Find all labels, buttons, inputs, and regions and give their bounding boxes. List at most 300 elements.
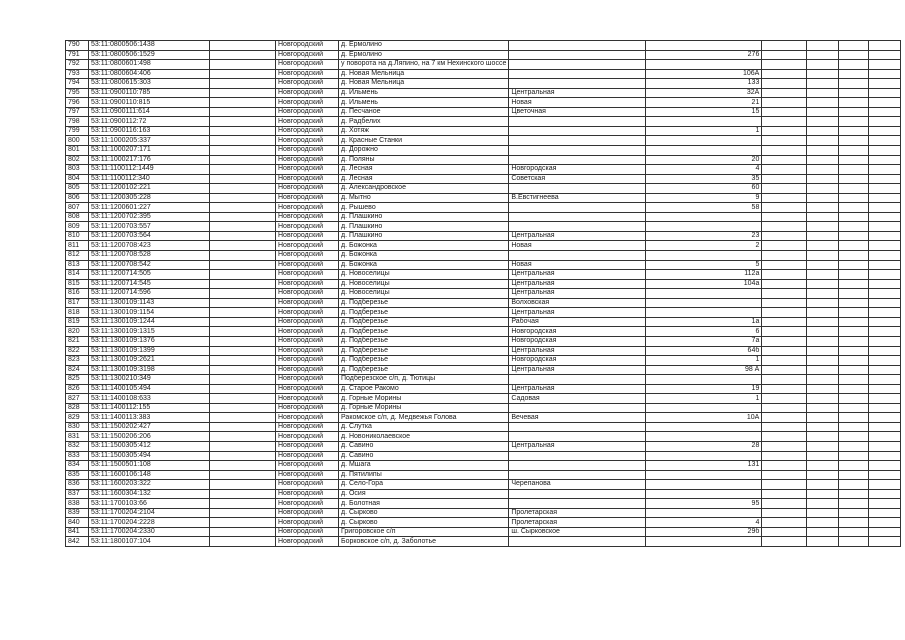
street-name bbox=[509, 79, 646, 89]
empty-cell bbox=[807, 298, 839, 308]
row-number: 831 bbox=[66, 432, 89, 442]
empty-cell bbox=[807, 260, 839, 270]
empty-cell bbox=[839, 356, 869, 366]
empty-cell bbox=[807, 146, 839, 156]
locality-name: д. Лесная bbox=[339, 165, 509, 175]
empty-cell bbox=[869, 136, 901, 146]
street-name: Волховская bbox=[509, 298, 646, 308]
cadastral-number: 53:11:1700204:2228 bbox=[89, 518, 210, 528]
empty-cell bbox=[869, 50, 901, 60]
empty-cell bbox=[869, 279, 901, 289]
row-number: 832 bbox=[66, 441, 89, 451]
table-row bbox=[66, 279, 901, 289]
empty-cell bbox=[839, 375, 869, 385]
cadastral-number: 53:11:0800615:303 bbox=[89, 79, 210, 89]
cadastral-number: 53:11:0800601:498 bbox=[89, 60, 210, 70]
empty-cell bbox=[839, 69, 869, 79]
empty-cell bbox=[762, 270, 807, 280]
empty-cell bbox=[762, 79, 807, 89]
street-name bbox=[509, 375, 646, 385]
empty-cell bbox=[839, 480, 869, 490]
empty-cell bbox=[762, 184, 807, 194]
empty-cell bbox=[839, 155, 869, 165]
empty-cell bbox=[762, 155, 807, 165]
empty-cell bbox=[807, 375, 839, 385]
row-number: 810 bbox=[66, 231, 89, 241]
house-number bbox=[646, 222, 762, 232]
house-number bbox=[646, 489, 762, 499]
row-number: 790 bbox=[66, 41, 89, 51]
empty-cell bbox=[762, 231, 807, 241]
empty-cell bbox=[869, 184, 901, 194]
empty-cell bbox=[807, 60, 839, 70]
table-row bbox=[66, 308, 901, 318]
street-name: Центральная bbox=[509, 231, 646, 241]
table-row bbox=[66, 270, 901, 280]
row-number: 814 bbox=[66, 270, 89, 280]
house-number: 5 bbox=[646, 260, 762, 270]
row-number: 821 bbox=[66, 336, 89, 346]
table-row bbox=[66, 480, 901, 490]
empty-cell bbox=[839, 174, 869, 184]
table-body bbox=[66, 41, 901, 547]
locality-name: д. Плашкино bbox=[339, 212, 509, 222]
district-name: Новгородский bbox=[276, 375, 339, 385]
row-number: 839 bbox=[66, 508, 89, 518]
house-number: 276 bbox=[646, 50, 762, 60]
district-name: Новгородский bbox=[276, 174, 339, 184]
row-number: 797 bbox=[66, 107, 89, 117]
house-number: 60 bbox=[646, 184, 762, 194]
empty-cell bbox=[807, 231, 839, 241]
table-row bbox=[66, 403, 901, 413]
locality-name: д. Горные Морины bbox=[339, 394, 509, 404]
district-name: Новгородский bbox=[276, 222, 339, 232]
empty-cell bbox=[762, 356, 807, 366]
district-name: Новгородский bbox=[276, 69, 339, 79]
blank-column bbox=[210, 69, 276, 79]
empty-cell bbox=[839, 403, 869, 413]
empty-cell bbox=[762, 298, 807, 308]
house-number: 9 bbox=[646, 193, 762, 203]
empty-cell bbox=[762, 41, 807, 51]
cadastral-number: 53:11:0900110:815 bbox=[89, 98, 210, 108]
locality-name: Подберезское с/п, д. Тютицы bbox=[339, 375, 509, 385]
locality-name: д. Новоселицы bbox=[339, 289, 509, 299]
cadastral-number: 53:11:1000217:176 bbox=[89, 155, 210, 165]
empty-cell bbox=[807, 480, 839, 490]
district-name: Новгородский bbox=[276, 241, 339, 251]
locality-name: Ракомское с/п, д. Медвежья Голова bbox=[339, 413, 509, 423]
cadastral-number: 53:11:1200714:505 bbox=[89, 270, 210, 280]
table-row bbox=[66, 88, 901, 98]
table-row bbox=[66, 422, 901, 432]
district-name: Новгородский bbox=[276, 508, 339, 518]
street-name bbox=[509, 60, 646, 70]
street-name: Черепанова bbox=[509, 480, 646, 490]
row-number: 824 bbox=[66, 365, 89, 375]
empty-cell bbox=[762, 336, 807, 346]
locality-name: д. Савино bbox=[339, 451, 509, 461]
table-row bbox=[66, 413, 901, 423]
row-number: 805 bbox=[66, 184, 89, 194]
empty-cell bbox=[839, 461, 869, 471]
empty-cell bbox=[807, 327, 839, 337]
empty-cell bbox=[869, 298, 901, 308]
empty-cell bbox=[869, 41, 901, 51]
district-name: Новгородский bbox=[276, 60, 339, 70]
street-name bbox=[509, 422, 646, 432]
empty-cell bbox=[869, 327, 901, 337]
district-name: Новгородский bbox=[276, 165, 339, 175]
table-row bbox=[66, 394, 901, 404]
house-number: 1а bbox=[646, 317, 762, 327]
house-number bbox=[646, 508, 762, 518]
empty-cell bbox=[807, 499, 839, 509]
district-name: Новгородский bbox=[276, 499, 339, 509]
cadastral-number: 53:11:1500202:427 bbox=[89, 422, 210, 432]
empty-cell bbox=[839, 231, 869, 241]
house-number: 29б bbox=[646, 527, 762, 537]
street-name: Центральная bbox=[509, 279, 646, 289]
empty-cell bbox=[839, 470, 869, 480]
empty-cell bbox=[869, 470, 901, 480]
house-number: 6 bbox=[646, 327, 762, 337]
district-name: Новгородский bbox=[276, 98, 339, 108]
street-name bbox=[509, 470, 646, 480]
empty-cell bbox=[839, 365, 869, 375]
locality-name: д. Дорожно bbox=[339, 146, 509, 156]
empty-cell bbox=[762, 98, 807, 108]
street-name: Вечевая bbox=[509, 413, 646, 423]
registry-sheet bbox=[65, 40, 901, 547]
district-name: Новгородский bbox=[276, 50, 339, 60]
street-name: Центральная bbox=[509, 308, 646, 318]
cadastral-number: 53:11:1700204:2330 bbox=[89, 527, 210, 537]
house-number: 95 bbox=[646, 499, 762, 509]
blank-column bbox=[210, 413, 276, 423]
row-number: 838 bbox=[66, 499, 89, 509]
locality-name: д. Хотяж bbox=[339, 126, 509, 136]
blank-column bbox=[210, 327, 276, 337]
empty-cell bbox=[839, 79, 869, 89]
empty-cell bbox=[839, 222, 869, 232]
empty-cell bbox=[762, 260, 807, 270]
blank-column bbox=[210, 260, 276, 270]
empty-cell bbox=[839, 41, 869, 51]
cadastral-number: 53:11:1500501:108 bbox=[89, 461, 210, 471]
locality-name: д. Подберезье bbox=[339, 336, 509, 346]
table-row bbox=[66, 508, 901, 518]
street-name bbox=[509, 461, 646, 471]
locality-name: д. Мшага bbox=[339, 461, 509, 471]
street-name: Новая bbox=[509, 241, 646, 251]
empty-cell bbox=[839, 422, 869, 432]
district-name: Новгородский bbox=[276, 327, 339, 337]
table-row bbox=[66, 69, 901, 79]
table-row bbox=[66, 136, 901, 146]
house-number: 4 bbox=[646, 518, 762, 528]
empty-cell bbox=[869, 174, 901, 184]
street-name: Центральная bbox=[509, 441, 646, 451]
locality-name: д. Подберезье bbox=[339, 308, 509, 318]
blank-column bbox=[210, 461, 276, 471]
house-number: 104а bbox=[646, 279, 762, 289]
locality-name: д. Сырково bbox=[339, 508, 509, 518]
locality-name: д. Ермолино bbox=[339, 41, 509, 51]
street-name: Центральная bbox=[509, 384, 646, 394]
row-number: 795 bbox=[66, 88, 89, 98]
locality-name: д. Божонка bbox=[339, 251, 509, 261]
cadastral-number: 53:11:1200714:545 bbox=[89, 279, 210, 289]
empty-cell bbox=[869, 346, 901, 356]
locality-name: д. Мытно bbox=[339, 193, 509, 203]
table-row bbox=[66, 489, 901, 499]
empty-cell bbox=[839, 260, 869, 270]
street-name bbox=[509, 146, 646, 156]
locality-name: д. Песчаное bbox=[339, 107, 509, 117]
empty-cell bbox=[839, 193, 869, 203]
empty-cell bbox=[869, 317, 901, 327]
house-number bbox=[646, 470, 762, 480]
district-name: Новгородский bbox=[276, 441, 339, 451]
empty-cell bbox=[839, 251, 869, 261]
cadastral-number: 53:11:1200305:228 bbox=[89, 193, 210, 203]
cadastral-number: 53:11:1000207:171 bbox=[89, 146, 210, 156]
row-number: 792 bbox=[66, 60, 89, 70]
locality-name: д. Ильмень bbox=[339, 88, 509, 98]
district-name: Новгородский bbox=[276, 231, 339, 241]
district-name: Новгородский bbox=[276, 336, 339, 346]
street-name bbox=[509, 222, 646, 232]
empty-cell bbox=[762, 394, 807, 404]
empty-cell bbox=[807, 241, 839, 251]
house-number bbox=[646, 480, 762, 490]
empty-cell bbox=[807, 279, 839, 289]
row-number: 830 bbox=[66, 422, 89, 432]
blank-column bbox=[210, 527, 276, 537]
cadastral-number: 53:11:0900110:785 bbox=[89, 88, 210, 98]
table-row bbox=[66, 336, 901, 346]
district-name: Новгородский bbox=[276, 107, 339, 117]
house-number: 131 bbox=[646, 461, 762, 471]
empty-cell bbox=[762, 107, 807, 117]
empty-cell bbox=[839, 136, 869, 146]
empty-cell bbox=[839, 394, 869, 404]
empty-cell bbox=[762, 126, 807, 136]
table-row bbox=[66, 184, 901, 194]
empty-cell bbox=[869, 403, 901, 413]
empty-cell bbox=[762, 527, 807, 537]
locality-name: д. Савино bbox=[339, 441, 509, 451]
empty-cell bbox=[839, 212, 869, 222]
street-name bbox=[509, 41, 646, 51]
locality-name: д. Село-Гора bbox=[339, 480, 509, 490]
table-row bbox=[66, 203, 901, 213]
empty-cell bbox=[839, 518, 869, 528]
empty-cell bbox=[762, 403, 807, 413]
table-row bbox=[66, 231, 901, 241]
locality-name: д. Горные Морины bbox=[339, 403, 509, 413]
empty-cell bbox=[839, 146, 869, 156]
empty-cell bbox=[762, 413, 807, 423]
empty-cell bbox=[839, 413, 869, 423]
empty-cell bbox=[807, 461, 839, 471]
locality-name: д. Плашкино bbox=[339, 231, 509, 241]
house-number: 19 bbox=[646, 384, 762, 394]
table-row bbox=[66, 346, 901, 356]
empty-cell bbox=[762, 327, 807, 337]
empty-cell bbox=[807, 470, 839, 480]
empty-cell bbox=[839, 298, 869, 308]
district-name: Новгородский bbox=[276, 136, 339, 146]
cadastral-number: 53:11:1800107:104 bbox=[89, 537, 210, 547]
cadastral-number: 53:11:1600304:132 bbox=[89, 489, 210, 499]
house-number bbox=[646, 422, 762, 432]
row-number: 812 bbox=[66, 251, 89, 261]
table-row bbox=[66, 375, 901, 385]
empty-cell bbox=[869, 489, 901, 499]
cadastral-number: 53:11:1400112:155 bbox=[89, 403, 210, 413]
district-name: Новгородский bbox=[276, 461, 339, 471]
empty-cell bbox=[807, 184, 839, 194]
street-name bbox=[509, 489, 646, 499]
house-number: 1 bbox=[646, 126, 762, 136]
empty-cell bbox=[762, 289, 807, 299]
locality-name: д. Плашкино bbox=[339, 222, 509, 232]
house-number: 21 bbox=[646, 98, 762, 108]
empty-cell bbox=[839, 279, 869, 289]
empty-cell bbox=[807, 508, 839, 518]
table-row bbox=[66, 537, 901, 547]
district-name: Новгородский bbox=[276, 317, 339, 327]
blank-column bbox=[210, 241, 276, 251]
blank-column bbox=[210, 451, 276, 461]
empty-cell bbox=[839, 107, 869, 117]
empty-cell bbox=[839, 289, 869, 299]
empty-cell bbox=[869, 60, 901, 70]
empty-cell bbox=[869, 251, 901, 261]
table-row bbox=[66, 50, 901, 60]
row-number: 822 bbox=[66, 346, 89, 356]
blank-column bbox=[210, 365, 276, 375]
locality-name: д. Новоселицы bbox=[339, 279, 509, 289]
row-number: 833 bbox=[66, 451, 89, 461]
row-number: 841 bbox=[66, 527, 89, 537]
blank-column bbox=[210, 60, 276, 70]
district-name: Новгородский bbox=[276, 518, 339, 528]
empty-cell bbox=[762, 50, 807, 60]
empty-cell bbox=[839, 489, 869, 499]
street-name bbox=[509, 69, 646, 79]
empty-cell bbox=[807, 126, 839, 136]
empty-cell bbox=[869, 98, 901, 108]
empty-cell bbox=[762, 470, 807, 480]
street-name: Новгородская bbox=[509, 336, 646, 346]
street-name: Центральная bbox=[509, 365, 646, 375]
empty-cell bbox=[762, 480, 807, 490]
empty-cell bbox=[762, 317, 807, 327]
row-number: 840 bbox=[66, 518, 89, 528]
empty-cell bbox=[807, 174, 839, 184]
empty-cell bbox=[839, 98, 869, 108]
cadastral-number: 53:11:1500206:206 bbox=[89, 432, 210, 442]
house-number bbox=[646, 41, 762, 51]
table-row bbox=[66, 222, 901, 232]
street-name: Рабочая bbox=[509, 317, 646, 327]
house-number bbox=[646, 251, 762, 261]
table-row bbox=[66, 117, 901, 127]
empty-cell bbox=[807, 79, 839, 89]
district-name: Новгородский bbox=[276, 79, 339, 89]
empty-cell bbox=[807, 413, 839, 423]
blank-column bbox=[210, 384, 276, 394]
district-name: Новгородский bbox=[276, 41, 339, 51]
empty-cell bbox=[762, 451, 807, 461]
table-row bbox=[66, 441, 901, 451]
empty-cell bbox=[839, 165, 869, 175]
street-name: Центральная bbox=[509, 289, 646, 299]
blank-column bbox=[210, 336, 276, 346]
blank-column bbox=[210, 174, 276, 184]
empty-cell bbox=[807, 136, 839, 146]
empty-cell bbox=[839, 317, 869, 327]
empty-cell bbox=[807, 336, 839, 346]
row-number: 819 bbox=[66, 317, 89, 327]
blank-column bbox=[210, 107, 276, 117]
empty-cell bbox=[869, 270, 901, 280]
table-row bbox=[66, 461, 901, 471]
empty-cell bbox=[807, 346, 839, 356]
table-row bbox=[66, 470, 901, 480]
locality-name: д. Пятилипы bbox=[339, 470, 509, 480]
house-number: 15 bbox=[646, 107, 762, 117]
empty-cell bbox=[839, 117, 869, 127]
locality-name: д. Лесная bbox=[339, 174, 509, 184]
row-number: 803 bbox=[66, 165, 89, 175]
cadastral-number: 53:11:1200703:557 bbox=[89, 222, 210, 232]
cadastral-number: 53:11:1300210:349 bbox=[89, 375, 210, 385]
empty-cell bbox=[807, 308, 839, 318]
table-row bbox=[66, 432, 901, 442]
table-row bbox=[66, 193, 901, 203]
blank-column bbox=[210, 222, 276, 232]
house-number: 32А bbox=[646, 88, 762, 98]
street-name bbox=[509, 432, 646, 442]
table-row bbox=[66, 289, 901, 299]
blank-column bbox=[210, 422, 276, 432]
street-name: Новгородская bbox=[509, 356, 646, 366]
house-number: 64б bbox=[646, 346, 762, 356]
empty-cell bbox=[807, 527, 839, 537]
blank-column bbox=[210, 270, 276, 280]
empty-cell bbox=[807, 270, 839, 280]
empty-cell bbox=[839, 441, 869, 451]
street-name: Пролетарская bbox=[509, 518, 646, 528]
district-name: Новгородский bbox=[276, 203, 339, 213]
row-number: 842 bbox=[66, 537, 89, 547]
locality-name: д. Новониколаевское bbox=[339, 432, 509, 442]
table-row bbox=[66, 107, 901, 117]
row-number: 826 bbox=[66, 384, 89, 394]
locality-name: д. Поляны bbox=[339, 155, 509, 165]
empty-cell bbox=[869, 394, 901, 404]
empty-cell bbox=[762, 117, 807, 127]
empty-cell bbox=[807, 451, 839, 461]
cadastral-number: 53:11:1300109:1143 bbox=[89, 298, 210, 308]
blank-column bbox=[210, 50, 276, 60]
blank-column bbox=[210, 441, 276, 451]
